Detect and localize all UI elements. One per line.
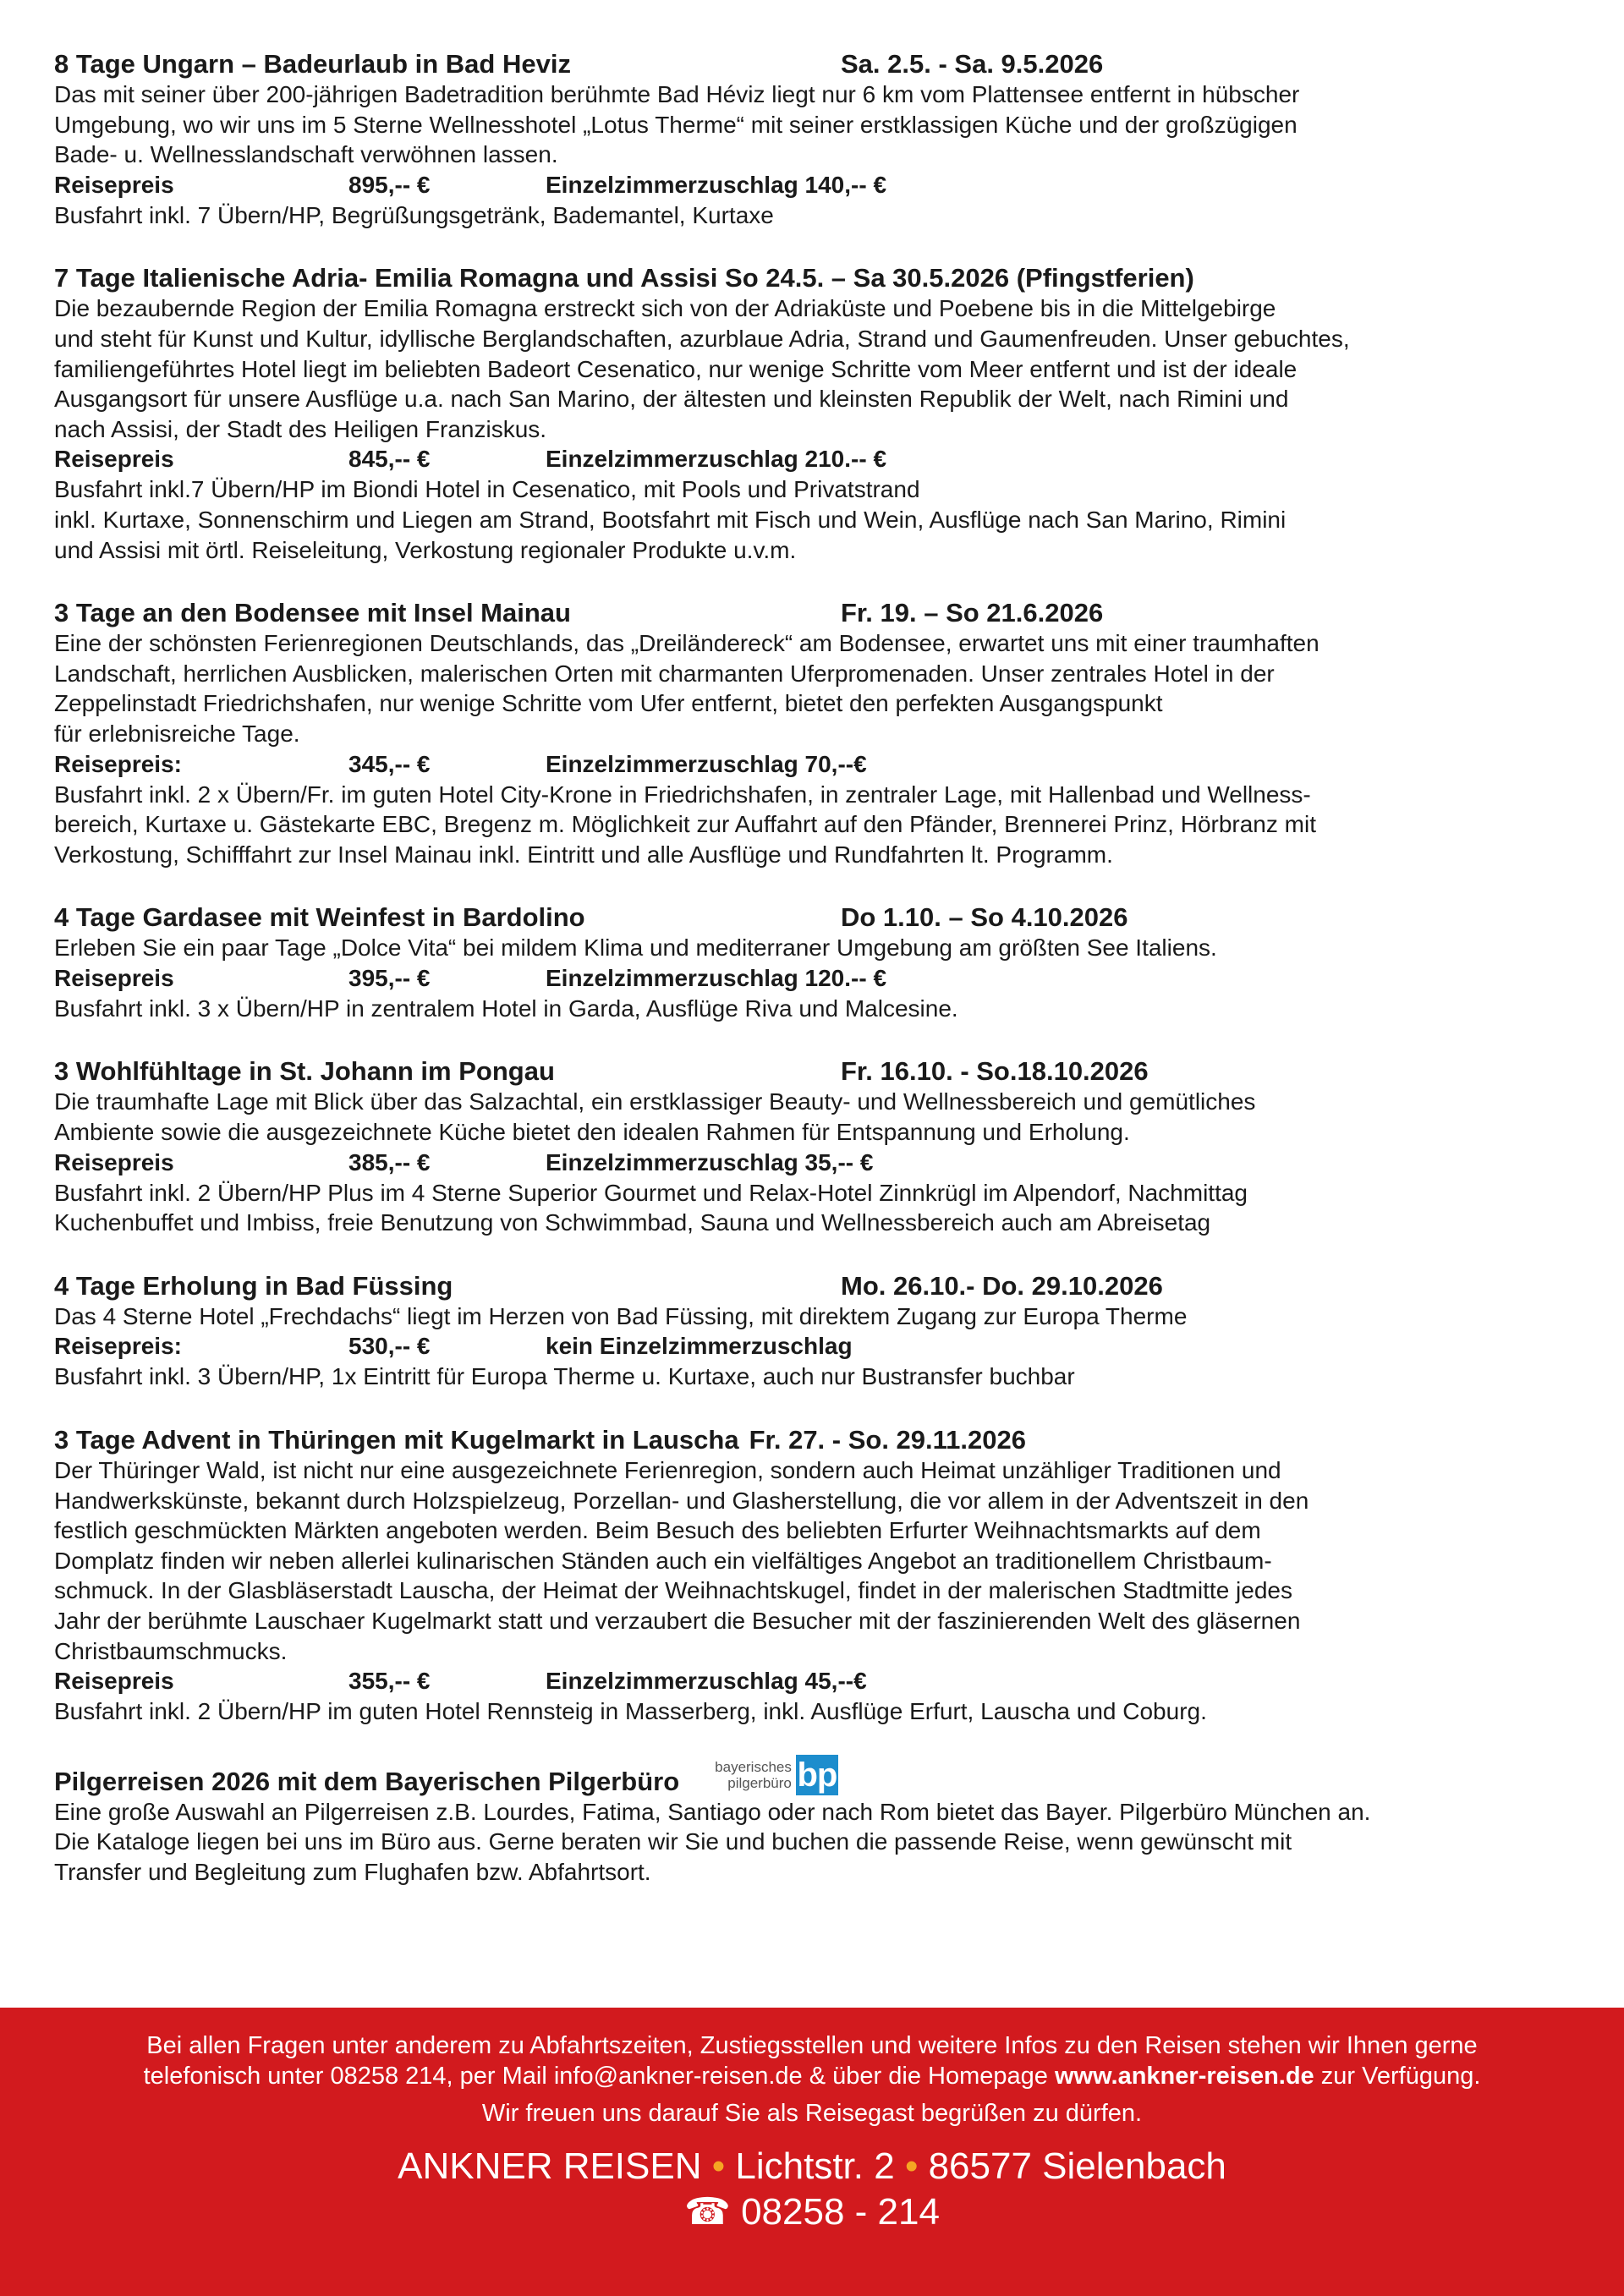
single-room-supplement: kein Einzelzimmerzuschlag: [546, 1333, 853, 1360]
company-phone: [0, 2191, 1624, 2233]
trip-description-line: schmuck. In der Glasbläserstadt Lauscha, der Heimat der Weihnachtskugel, findet in der malerischen Stadtmitte jedes: [54, 1577, 1292, 1604]
trip-description-line: Landschaft, herrlichen Ausblicken, malerischen Orten mit charmanten Uferpromenaden. Unser zentrales Hotel in der: [54, 660, 1275, 687]
pilgerbuero-logo: [715, 1755, 838, 1795]
footer-info-line: [0, 2061, 1624, 2091]
trip-header: [54, 902, 1585, 933]
price-amount: 385,-- €: [348, 1148, 431, 1175]
trip-title: 4 Tage Erholung in Bad Füssing: [54, 1270, 453, 1301]
trip-description-line: Der Thüringer Wald, ist nicht nur eine ausgezeichnete Ferienregion, sondern auch Heimat unzähliger Traditionen und: [54, 1457, 1281, 1484]
phone-number: 08258 - 214: [741, 2191, 940, 2233]
trip-header: [54, 263, 1585, 293]
price-label: Reisepreis:: [54, 750, 182, 777]
trip-description-line: Ausgangsort für unsere Ausflüge u.a. nach San Marino, der ältesten und kleinsten Republik der Welt, nach Rimini und: [54, 386, 1289, 413]
price-label: Reisepreis:: [54, 1333, 182, 1360]
price-amount: 355,-- €: [348, 1668, 431, 1695]
footer-info-line: Bei allen Fragen unter anderem zu Abfahrtszeiten, Zustiegsstellen und weitere Infos zu den Reisen stehen wir Ihnen gerne: [146, 2032, 1478, 2059]
pilgrimage-description-line: Transfer und Begleitung zum Flughafen bzw. Abfahrtsort.: [54, 1858, 651, 1885]
logo-text: [715, 1759, 792, 1791]
trip-description-line: familiengeführtes Hotel liegt im beliebten Badeort Cesenatico, nur wenige Schritte vom Meer entfernt und ist der ideale: [54, 355, 1298, 382]
company-name: ANKNER REISEN: [398, 2145, 702, 2187]
price-amount: 345,-- €: [348, 750, 431, 777]
price-label: Reisepreis: [54, 171, 174, 198]
trip-inclusions-line: Kuchenbuffet und Imbiss, freie Benutzung von Schwimmbad, Sauna und Wellnessbereich auch am Abreisetag: [54, 1209, 1211, 1236]
trip-block: [54, 1271, 1585, 1392]
trip-title: 4 Tage Gardasee mit Weinfest in Bardolino: [54, 902, 585, 933]
company-address: [0, 2145, 1624, 2188]
trip-header: [54, 1271, 1585, 1301]
trip-inclusions-line: Busfahrt inkl.7 Übern/HP im Biondi Hotel in Cesenatico, mit Pools und Privatstrand: [54, 476, 920, 503]
price-label: Reisepreis: [54, 964, 174, 991]
website-link[interactable]: www.ankner-reisen.de: [1054, 2063, 1314, 2090]
trip-date: Mo. 26.10.- Do. 29.10.2026: [841, 1270, 1163, 1301]
trip-block: [54, 902, 1585, 1023]
trip-description-line: Erleben Sie ein paar Tage „Dolce Vita“ bei mildem Klima und mediterraner Umgebung am größten See Italiens.: [54, 934, 1217, 962]
trip-date: Do 1.10. – So 4.10.2026: [841, 902, 1128, 933]
trip-description-line: nach Assisi, der Stadt des Heiligen Franziskus.: [54, 415, 547, 442]
trip-inclusions-line: Verkostung, Schifffahrt zur Insel Mainau inkl. Eintritt und alle Ausflüge und Rundfahrten lt. Programm.: [54, 841, 1113, 868]
trip-block: [54, 1056, 1585, 1237]
trip-date: Fr. 16.10. - So.18.10.2026: [841, 1056, 1149, 1087]
trip-inclusions-line: Busfahrt inkl. 2 Übern/HP im guten Hotel Rennsteig in Masserberg, inkl. Ausflüge Erfurt, Lauscha und Coburg.: [54, 1698, 1207, 1725]
trip-description-line: Domplatz finden wir neben allerlei kulinarischen Ständen auch ein vielfältiges Angebot an traditionellem Christbaum-: [54, 1547, 1272, 1574]
trip-title: 3 Tage Advent in Thüringen mit Kugelmarkt in Lauscha: [54, 1425, 739, 1455]
price-amount: 395,-- €: [348, 964, 431, 991]
trip-description-line: Das mit seiner über 200-jährigen Badetradition berühmte Bad Héviz liegt nur 6 km vom Plattensee entfernt in hübscher: [54, 81, 1300, 107]
separator-dot: •: [904, 2145, 919, 2187]
single-room-supplement: Einzelzimmerzuschlag 45,--€: [546, 1668, 867, 1695]
trip-inclusions-line: und Assisi mit örtl. Reiseleitung, Verkostung regionaler Produkte u.v.m.: [54, 536, 797, 563]
trip-description-line: Handwerkskünste, bekannt durch Holzspielzeug, Porzellan- und Glasherstellung, die vor allem in der Adventszeit in den: [54, 1487, 1309, 1514]
trip-inclusions-line: inkl. Kurtaxe, Sonnenschirm und Liegen am Strand, Bootsfahrt mit Fisch und Wein, Ausflüge nach San Marino, Rimini: [54, 506, 1287, 533]
trip-block: [54, 1425, 1585, 1727]
logo-mark: bp: [797, 1756, 837, 1794]
trip-description-line: Ambiente sowie die ausgezeichnete Küche bietet den idealen Rahmen für Entspannung und Erholung.: [54, 1119, 1130, 1146]
trip-date: Sa. 2.5. - Sa. 9.5.2026: [841, 49, 1104, 79]
footer-info: [0, 2030, 1624, 2091]
trip-price-row: [54, 1666, 1585, 1696]
trip-header: [54, 1056, 1585, 1087]
price-label: Reisepreis: [54, 1148, 174, 1175]
trip-title: 7 Tage Italienische Adria- Emilia Romagna und Assisi So 24.5. – Sa 30.5.2026 (Pfingstferien): [54, 263, 1194, 293]
pilgrimage-block: [54, 1755, 1585, 1888]
company-city: 86577 Sielenbach: [928, 2145, 1226, 2187]
trip-block: [54, 49, 1585, 230]
price-label: Reisepreis: [54, 446, 174, 473]
trip-header: [54, 1425, 1585, 1455]
trip-description-line: und steht für Kunst und Kultur, idyllische Berglandschaften, azurblaue Adria, Strand und Gaumenfreuden. Unser gebuchtes,: [54, 325, 1350, 352]
single-room-supplement: Einzelzimmerzuschlag 35,-- €: [546, 1148, 874, 1175]
footer-contact-text: zur Verfügung.: [1314, 2063, 1481, 2090]
trip-price-row: [54, 1331, 1585, 1362]
trip-description-line: Christbaumschmucks.: [54, 1637, 288, 1664]
trip-description-line: Zeppelinstadt Friedrichshafen, nur wenige Schritte vom Ufer entfernt, bietet den perfekten Ausgangspunkt: [54, 690, 1163, 717]
trip-description-line: für erlebnisreiche Tage.: [54, 720, 300, 747]
logo-line: bayerisches: [715, 1758, 792, 1775]
trip-price-row: [54, 444, 1585, 474]
logo-line: pilgerbüro: [727, 1774, 792, 1791]
trip-description-line: Umgebung, wo wir uns im 5 Sterne Wellnesshotel „Lotus Therme“ mit seiner erstklassigen Küche und der großzügigen: [54, 111, 1298, 138]
pilgrimage-description-line: Eine große Auswahl an Pilgerreisen z.B. Lourdes, Fatima, Santiago oder nach Rom bietet das Bayer. Pilgerbüro München an.: [54, 1798, 1371, 1825]
separator-dot: •: [711, 2145, 726, 2187]
trip-title: 3 Wohlfühltage in St. Johann im Pongau: [54, 1056, 555, 1087]
company-street: Lichtstr. 2: [735, 2145, 895, 2187]
trip-description-line: Jahr der berühmte Lauschaer Kugelmarkt statt und verzaubert die Besucher mit der faszinierenden Welt des gläsernen: [54, 1608, 1301, 1634]
single-room-supplement: Einzelzimmerzuschlag 70,--€: [546, 750, 867, 777]
trip-inclusions-line: Busfahrt inkl. 3 x Übern/HP in zentralem Hotel in Garda, Ausflüge Riva und Malcesine.: [54, 995, 958, 1022]
trip-date: Fr. 19. – So 21.6.2026: [841, 598, 1104, 628]
pilgrimage-description-line: Die Kataloge liegen bei uns im Büro aus. Gerne beraten wir Sie und buchen die passende Reise, wenn gewünscht mit: [54, 1828, 1292, 1855]
single-room-supplement: Einzelzimmerzuschlag 140,-- €: [546, 171, 887, 198]
price-amount: 530,-- €: [348, 1333, 431, 1360]
trip-inclusions-line: bereich, Kurtaxe u. Gästekarte EBC, Bregenz m. Möglichkeit zur Auffahrt auf den Pfänder, Brennerei Prinz, Hörbranz mit: [54, 811, 1316, 838]
phone-icon: ☎: [684, 2191, 731, 2233]
trip-price-row: [54, 749, 1585, 780]
trip-inclusions-line: Busfahrt inkl. 7 Übern/HP, Begrüßungsgetränk, Bademantel, Kurtaxe: [54, 201, 774, 228]
price-label: Reisepreis: [54, 1668, 174, 1695]
trip-inclusions-line: Busfahrt inkl. 2 Übern/HP Plus im 4 Sterne Superior Gourmet und Relax-Hotel Zinnkrügl im Alpendorf, Nachmittag: [54, 1179, 1248, 1206]
footer-contact-text: telefonisch unter 08258 214, per Mail info@ankner-reisen.de & über die Homepage: [143, 2063, 1055, 2090]
trip-inclusions-line: Busfahrt inkl. 2 x Übern/Fr. im guten Hotel City-Krone in Friedrichshafen, in zentraler Lage, mit Hallenbad und Wellness-: [54, 781, 1311, 808]
trip-description-line: Die traumhafte Lage mit Blick über das Salzachtal, ein erstklassiger Beauty- und Wellnessbereich und gemütliches: [54, 1088, 1256, 1115]
trip-description-line: Eine der schönsten Ferienregionen Deutschlands, das „Dreiländereck“ am Bodensee, erwartet uns mit einer traumhaften: [54, 630, 1320, 657]
trip-title: 8 Tage Ungarn – Badeurlaub in Bad Heviz: [54, 49, 571, 79]
single-room-supplement: Einzelzimmerzuschlag 210.-- €: [546, 446, 887, 473]
trip-description-line: festlich geschmückten Märkten angeboten werden. Beim Besuch des beliebten Erfurter Weihnachtsmarkts auf dem: [54, 1517, 1261, 1544]
trip-inclusions-line: Busfahrt inkl. 3 Übern/HP, 1x Eintritt für Europa Therme u. Kurtaxe, auch nur Bustransfer buchbar: [54, 1363, 1075, 1390]
trip-price-row: [54, 1148, 1585, 1178]
trip-header: [54, 49, 1585, 79]
price-amount: 895,-- €: [348, 171, 431, 198]
price-amount: 845,-- €: [348, 446, 431, 473]
trip-price-row: [54, 963, 1585, 994]
footer-greeting: Wir freuen uns darauf Sie als Reisegast begrüßen zu dürfen.: [481, 2100, 1143, 2127]
trip-description-line: Bade- u. Wellnesslandschaft verwöhnen lassen.: [54, 141, 558, 168]
trip-description-line: Die bezaubernde Region der Emilia Romagna erstreckt sich von der Adriaküste und Poebene bis in die Mittelgebirge: [54, 295, 1276, 322]
trip-block: [54, 263, 1585, 565]
trip-price-row: [54, 170, 1585, 200]
pilgrimage-title: Pilgerreisen 2026 mit dem Bayerischen Pilgerbüro: [54, 1766, 680, 1796]
trip-block: [54, 598, 1585, 869]
pilgrimage-header: [54, 1755, 1585, 1797]
trip-title: 3 Tage an den Bodensee mit Insel Mainau: [54, 598, 571, 628]
trip-list: [54, 49, 1585, 1921]
trip-description-line: Das 4 Sterne Hotel „Frechdachs“ liegt im Herzen von Bad Füssing, mit direktem Zugang zur Europa Therme: [54, 1302, 1188, 1329]
single-room-supplement: Einzelzimmerzuschlag 120.-- €: [546, 964, 887, 991]
footer: [0, 2008, 1624, 2296]
trip-header: [54, 598, 1585, 628]
trip-date: Fr. 27. - So. 29.11.2026: [749, 1425, 1026, 1455]
